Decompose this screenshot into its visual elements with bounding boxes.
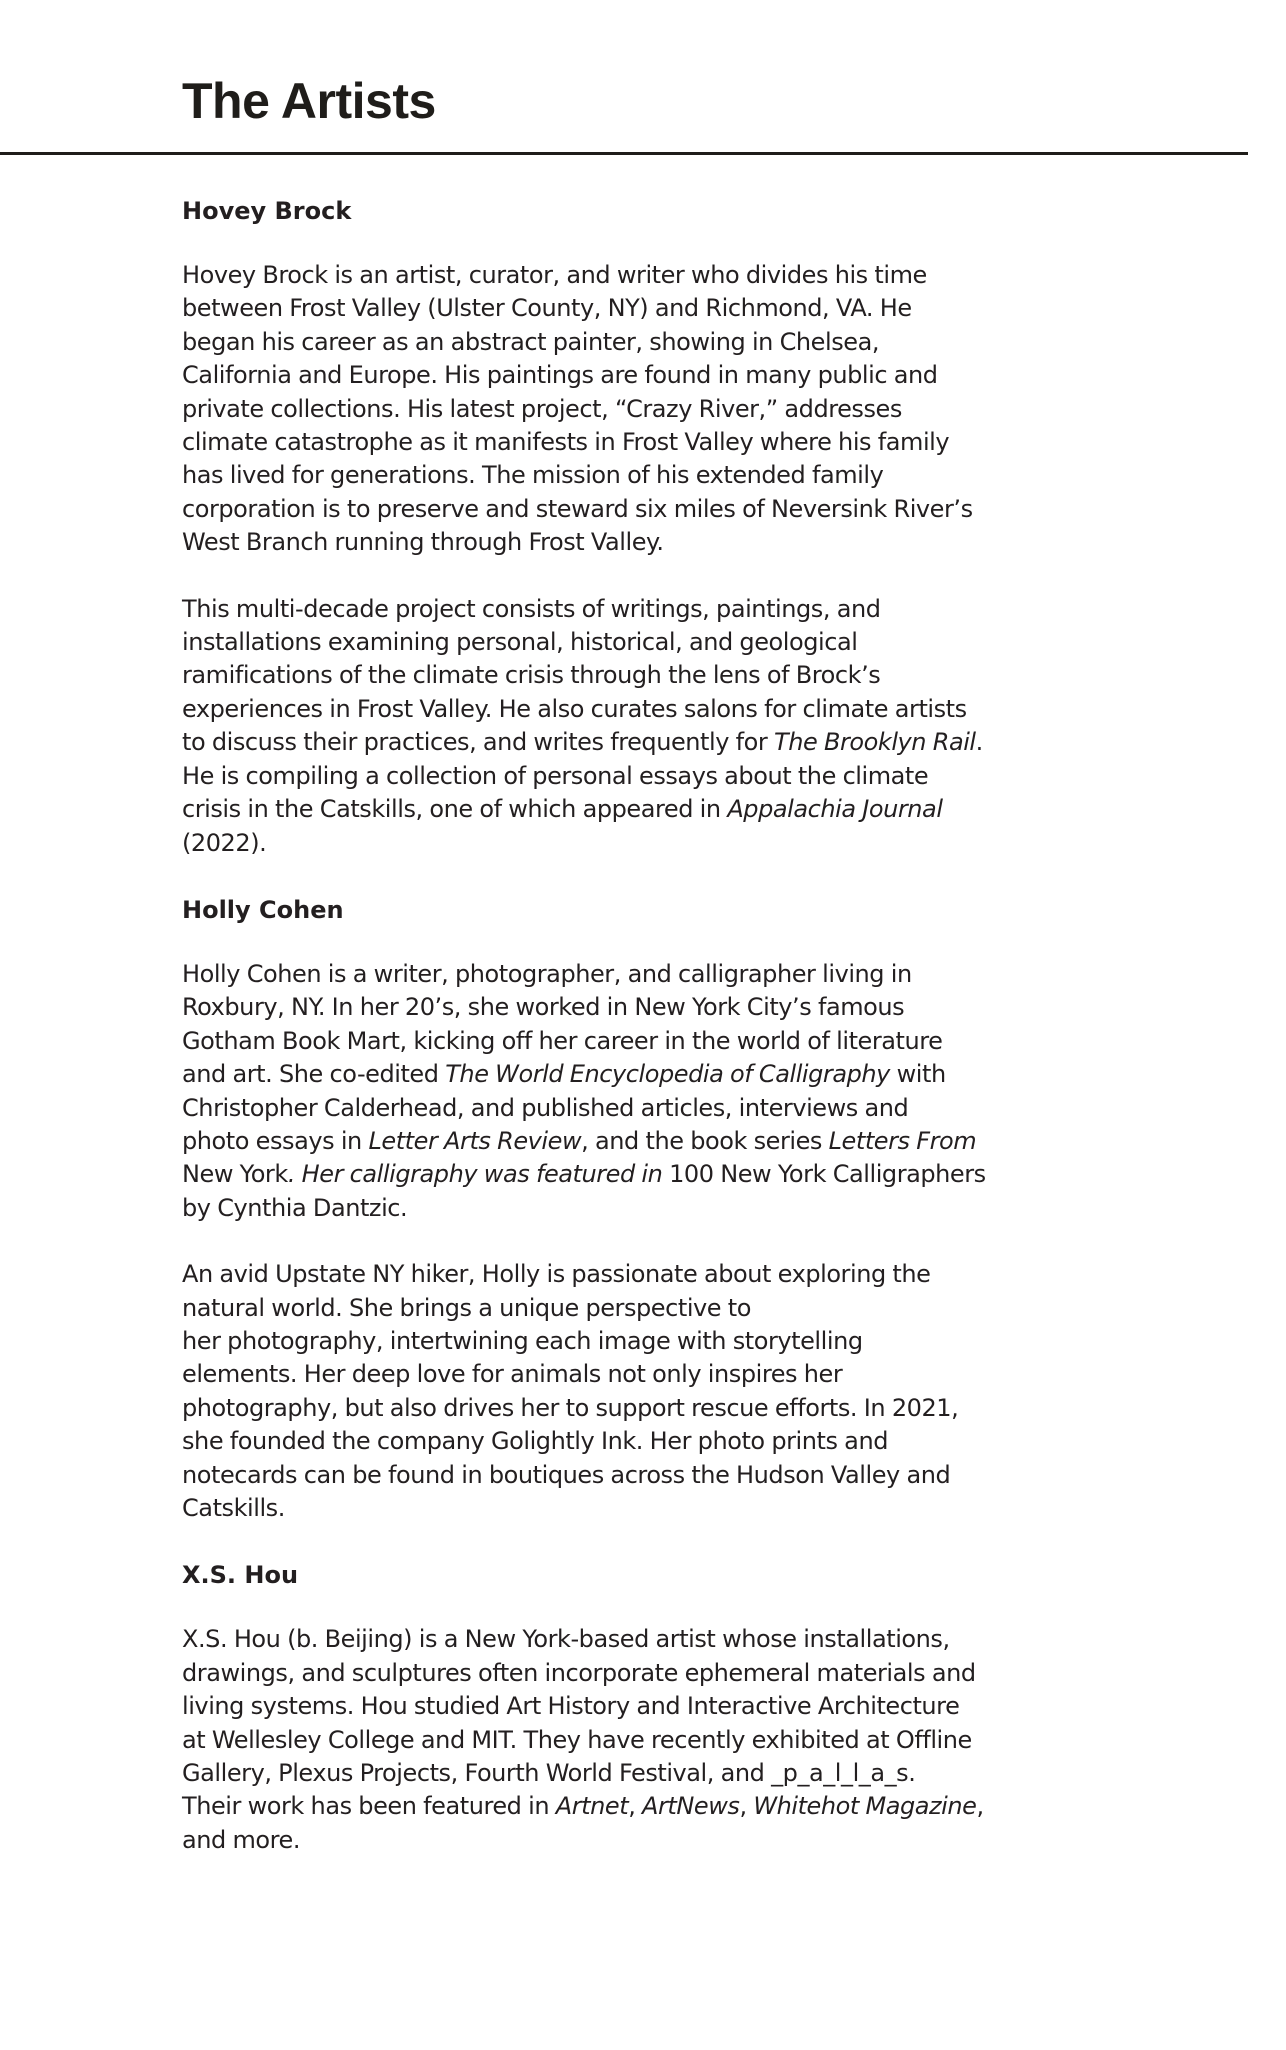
artist-bio-paragraph	[182, 1258, 1082, 1525]
italic-title: Letters From	[828, 1126, 977, 1155]
text-line	[182, 1025, 1082, 1058]
text-line	[182, 1459, 1082, 1492]
text-segment: Gotham Book Mart, kicking off her career in the world of literature	[182, 1026, 943, 1055]
text-line	[182, 459, 1082, 492]
text-line	[182, 393, 1082, 426]
text-line	[182, 827, 1082, 860]
text-segment: He is compiling a collection of personal essays about the climate	[182, 761, 929, 790]
text-line	[182, 1192, 1082, 1225]
text-segment: Christopher Calderhead, and published articles, interviews and	[182, 1093, 909, 1122]
artist-name: Holly Cohen	[182, 895, 344, 924]
italic-title: ArtNews	[642, 1792, 740, 1821]
text-segment: natural world. She brings a unique perspective to	[182, 1293, 751, 1322]
text-line	[182, 726, 1082, 759]
text-segment: between Frost Valley (Ulster County, NY) and Richmond, VA. He	[182, 294, 912, 323]
italic-title: Whitehot Magazine	[753, 1792, 977, 1821]
text-line	[182, 1292, 1082, 1325]
text-line	[182, 259, 1082, 292]
text-segment: photography, but also drives her to support rescue efforts. In 2021,	[182, 1393, 959, 1422]
text-line	[182, 760, 1082, 793]
text-segment: An avid Upstate NY hiker, Holly is passionate about exploring the	[182, 1260, 931, 1289]
text-segment: photo essays in	[182, 1126, 369, 1155]
text-line	[182, 793, 1082, 826]
text-line	[182, 1358, 1082, 1391]
text-line	[182, 1258, 1082, 1291]
text-segment: , and the book series	[581, 1126, 829, 1155]
text-segment: she founded the company Golightly Ink. Her photo prints and	[182, 1427, 888, 1456]
text-segment: and art. She co-edited	[182, 1060, 446, 1089]
text-line	[182, 526, 1082, 559]
text-segment: living systems. Hou studied Art History and Interactive Architecture	[182, 1692, 960, 1721]
artists-content	[182, 194, 1082, 1857]
text-segment: West Branch running through Frost Valley.	[182, 528, 664, 557]
text-line	[182, 1158, 1082, 1191]
artist-bio-paragraph	[182, 259, 1082, 560]
text-segment: by Cynthia Dantzic.	[182, 1193, 408, 1222]
text-segment: drawings, and sculptures often incorporate ephemeral materials and	[182, 1658, 976, 1687]
text-segment: corporation is to preserve and steward six miles of Neversink River’s	[182, 494, 973, 523]
text-segment: Their work has been featured in	[182, 1792, 556, 1821]
text-segment: experiences in Frost Valley. He also curates salons for climate artists	[182, 694, 967, 723]
italic-title: The Brooklyn Rail	[774, 728, 976, 757]
title-divider	[0, 152, 1248, 155]
text-segment: Catskills.	[182, 1494, 285, 1522]
text-line	[182, 1724, 1082, 1757]
text-line	[182, 1790, 1082, 1823]
artist-section-holly-cohen	[182, 893, 1082, 1559]
text-segment: ,	[628, 1792, 643, 1821]
text-segment: California and Europe. His paintings are found in many public and	[182, 361, 938, 390]
text-segment: ,	[739, 1792, 754, 1821]
artist-section-xs-hou	[182, 1558, 1082, 1857]
text-line	[182, 693, 1082, 726]
artist-name: Hovey Brock	[182, 197, 352, 225]
artist-bio-paragraph	[182, 1623, 1082, 1857]
text-segment: to discuss their practices, and writes frequently for	[182, 728, 774, 757]
text-segment: .	[975, 728, 983, 757]
text-segment: with	[889, 1060, 946, 1089]
text-segment: has lived for generations. The mission of his extended family	[182, 461, 884, 490]
text-segment: private collections. His latest project, “Crazy River,” addresses	[182, 394, 902, 423]
text-line	[182, 326, 1082, 359]
text-segment: This multi-decade project consists of writings, paintings, and	[182, 594, 881, 623]
text-segment: and more.	[182, 1825, 301, 1854]
text-segment: New York	[182, 1160, 288, 1189]
text-line	[182, 626, 1082, 659]
text-line	[182, 1125, 1082, 1158]
text-line	[182, 493, 1082, 526]
artist-section-hovey-brock	[182, 194, 1082, 893]
text-segment: crisis in the Catskills, one of which appeared in	[182, 795, 728, 824]
italic-title: Appalachia Journal	[727, 795, 943, 824]
text-segment: 100 New York Calligraphers	[669, 1160, 986, 1189]
text-segment: ramifications of the climate crisis through the lens of Brock’s	[182, 661, 881, 690]
text-line	[182, 1492, 1082, 1525]
text-line	[182, 1690, 1082, 1723]
text-segment: climate catastrophe as it manifests in Frost Valley where his family	[182, 428, 950, 457]
text-segment: installations examining personal, historical, and geological	[182, 628, 858, 657]
artist-bio-paragraph	[182, 958, 1082, 1225]
text-line	[182, 1092, 1082, 1125]
page-title: The Artists	[182, 73, 436, 129]
italic-title: Letter Arts Review	[368, 1126, 582, 1155]
text-line	[182, 1425, 1082, 1458]
text-line	[182, 958, 1082, 991]
text-segment: elements. Her deep love for animals not only inspires her	[182, 1360, 843, 1389]
italic-title: Artnet	[555, 1792, 629, 1821]
text-segment: ,	[976, 1792, 984, 1821]
text-line	[182, 1392, 1082, 1425]
text-line	[182, 426, 1082, 459]
italic-title: The World Encyclopedia of Calligraphy	[445, 1060, 890, 1089]
text-segment: began his career as an abstract painter, showing in Chelsea,	[182, 327, 880, 356]
text-segment: (2022).	[182, 828, 267, 857]
text-segment: her photography, intertwining each image with storytelling	[182, 1326, 863, 1355]
text-line	[182, 1757, 1082, 1790]
text-line	[182, 593, 1082, 626]
text-segment: Holly Cohen is a writer, photographer, and calligrapher living in	[182, 959, 912, 988]
text-line	[182, 659, 1082, 692]
text-segment: Roxbury, NY. In her 20’s, she worked in New York City’s famous	[182, 993, 905, 1022]
text-line	[182, 359, 1082, 392]
text-segment: Hovey Brock is an artist, curator, and writer who divides his time	[182, 261, 927, 289]
text-segment: notecards can be found in boutiques across the Hudson Valley and	[182, 1460, 951, 1489]
artist-bio-paragraph	[182, 593, 1082, 860]
text-line	[182, 1058, 1082, 1091]
text-line	[182, 991, 1082, 1024]
text-line	[182, 1623, 1082, 1656]
artist-name: X.S. Hou	[182, 1561, 299, 1590]
text-segment: at Wellesley College and MIT. They have recently exhibited at Offline	[182, 1725, 972, 1754]
text-segment: Gallery, Plexus Projects, Fourth World Festival, and _p_a_l_l_a_s.	[182, 1759, 916, 1788]
text-line	[182, 292, 1082, 325]
italic-title: . Her calligraphy was featured in	[287, 1160, 670, 1189]
text-line	[182, 1824, 1082, 1857]
text-line	[182, 1657, 1082, 1690]
text-line	[182, 1325, 1082, 1358]
text-segment: X.S. Hou (b. Beijing) is a New York-based artist whose installations,	[182, 1625, 950, 1654]
